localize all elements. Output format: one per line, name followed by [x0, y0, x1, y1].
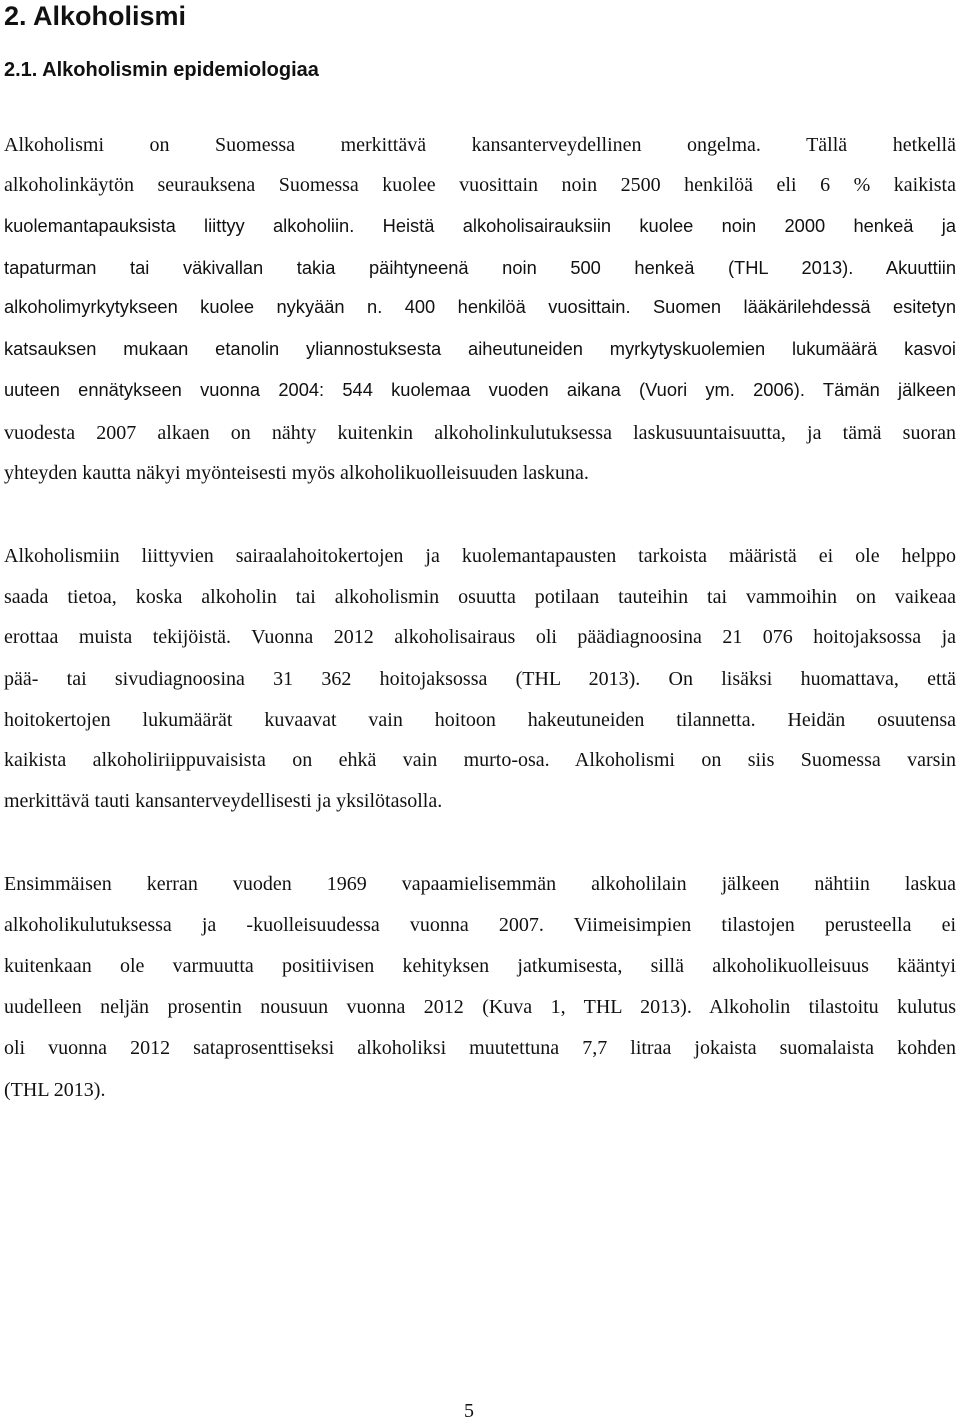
paragraph-line: uuteen ennätykseen vuonna 2004: 544 kuolemaa vuoden aikana (Vuori ym. 2006). Tämän jälkeen — [4, 379, 956, 400]
paragraph-line: kuolemantapauksista liittyy alkoholiin. Heistä alkoholisairauksiin kuolee noin 2000 henkeä ja — [4, 215, 956, 236]
paragraph-line: Ensimmäisen kerran vuoden 1969 vapaamielisemmän alkoholilain jälkeen nähtiin laskua — [4, 873, 956, 895]
paragraph-line: erottaa muista tekijöistä. Vuonna 2012 alkoholisairaus oli päädiagnoosina 21 076 hoitojaksossa ja — [4, 626, 956, 648]
paragraph-line: oli vuonna 2012 sataprosenttiseksi alkoholiksi muutettuna 7,7 litraa jokaista suomalaista kohden — [4, 1037, 956, 1059]
paragraph-line: hoitokertojen lukumäärät kuvaavat vain hoitoon hakeutuneiden tilannetta. Heidän osuutensa — [4, 709, 956, 731]
paragraph-line: (THL 2013). — [4, 1079, 106, 1101]
paragraph-line: Alkoholismi on Suomessa merkittävä kansanterveydellinen ongelma. Tällä hetkellä — [4, 134, 956, 156]
paragraph-line: katsauksen mukaan etanolin yliannostuksesta aiheutuneiden myrkytyskuolemien lukumäärä kasvoi — [4, 338, 956, 359]
paragraph-line: alkoholikulutuksessa ja -kuolleisuudessa vuonna 2007. Viimeisimpien tilastojen perusteella ei — [4, 914, 956, 936]
section-heading: 2.1. Alkoholismin epidemiologiaa — [4, 59, 319, 81]
paragraph-line: kaikista alkoholiriippuvaisista on ehkä vain murto-osa. Alkoholismi on siis Suomessa varsin — [4, 749, 956, 771]
paragraph-line: Alkoholismiin liittyvien sairaalahoitokertojen ja kuolemantapausten tarkoista määristä ei ole helppo — [4, 545, 956, 567]
paragraph-line: saada tietoa, koska alkoholin tai alkoholismin osuutta potilaan tauteihin tai vammoihin on vaikeaa — [4, 586, 956, 608]
paragraph-line: merkittävä tauti kansanterveydellisesti ja yksilötasolla. — [4, 790, 443, 812]
paragraph-line: uudelleen neljän prosentin nousuun vuonna 2012 (Kuva 1, THL 2013). Alkoholin tilastoitu kulutus — [4, 996, 956, 1018]
paragraph-line: alkoholinkäytön seurauksena Suomessa kuolee vuosittain noin 2500 henkilöä eli 6 % kaikista — [4, 174, 956, 196]
paragraph-line: yhteyden kautta näkyi myönteisesti myös alkoholikuolleisuuden laskuna. — [4, 462, 589, 484]
paragraph-line: tapaturman tai väkivallan takia päihtyneenä noin 500 henkeä (THL 2013). Akuuttiin — [4, 257, 956, 278]
paragraph-line: alkoholimyrkytykseen kuolee nykyään n. 400 henkilöä vuosittain. Suomen lääkärilehdessä esitetyn — [4, 296, 956, 317]
paragraph-line: kuitenkaan ole varmuutta positiivisen kehityksen jatkumisesta, sillä alkoholikuolleisuus kääntyi — [4, 955, 956, 977]
page-number: 5 — [464, 1400, 474, 1422]
chapter-heading: 2. Alkoholismi — [4, 1, 187, 31]
paragraph-line: vuodesta 2007 alkaen on nähty kuitenkin alkoholinkulutuksessa laskusuuntaisuutta, ja tämä suoran — [4, 422, 956, 444]
paragraph-line: pää- tai sivudiagnoosina 31 362 hoitojaksossa (THL 2013). On lisäksi huomattava, että — [4, 668, 956, 690]
